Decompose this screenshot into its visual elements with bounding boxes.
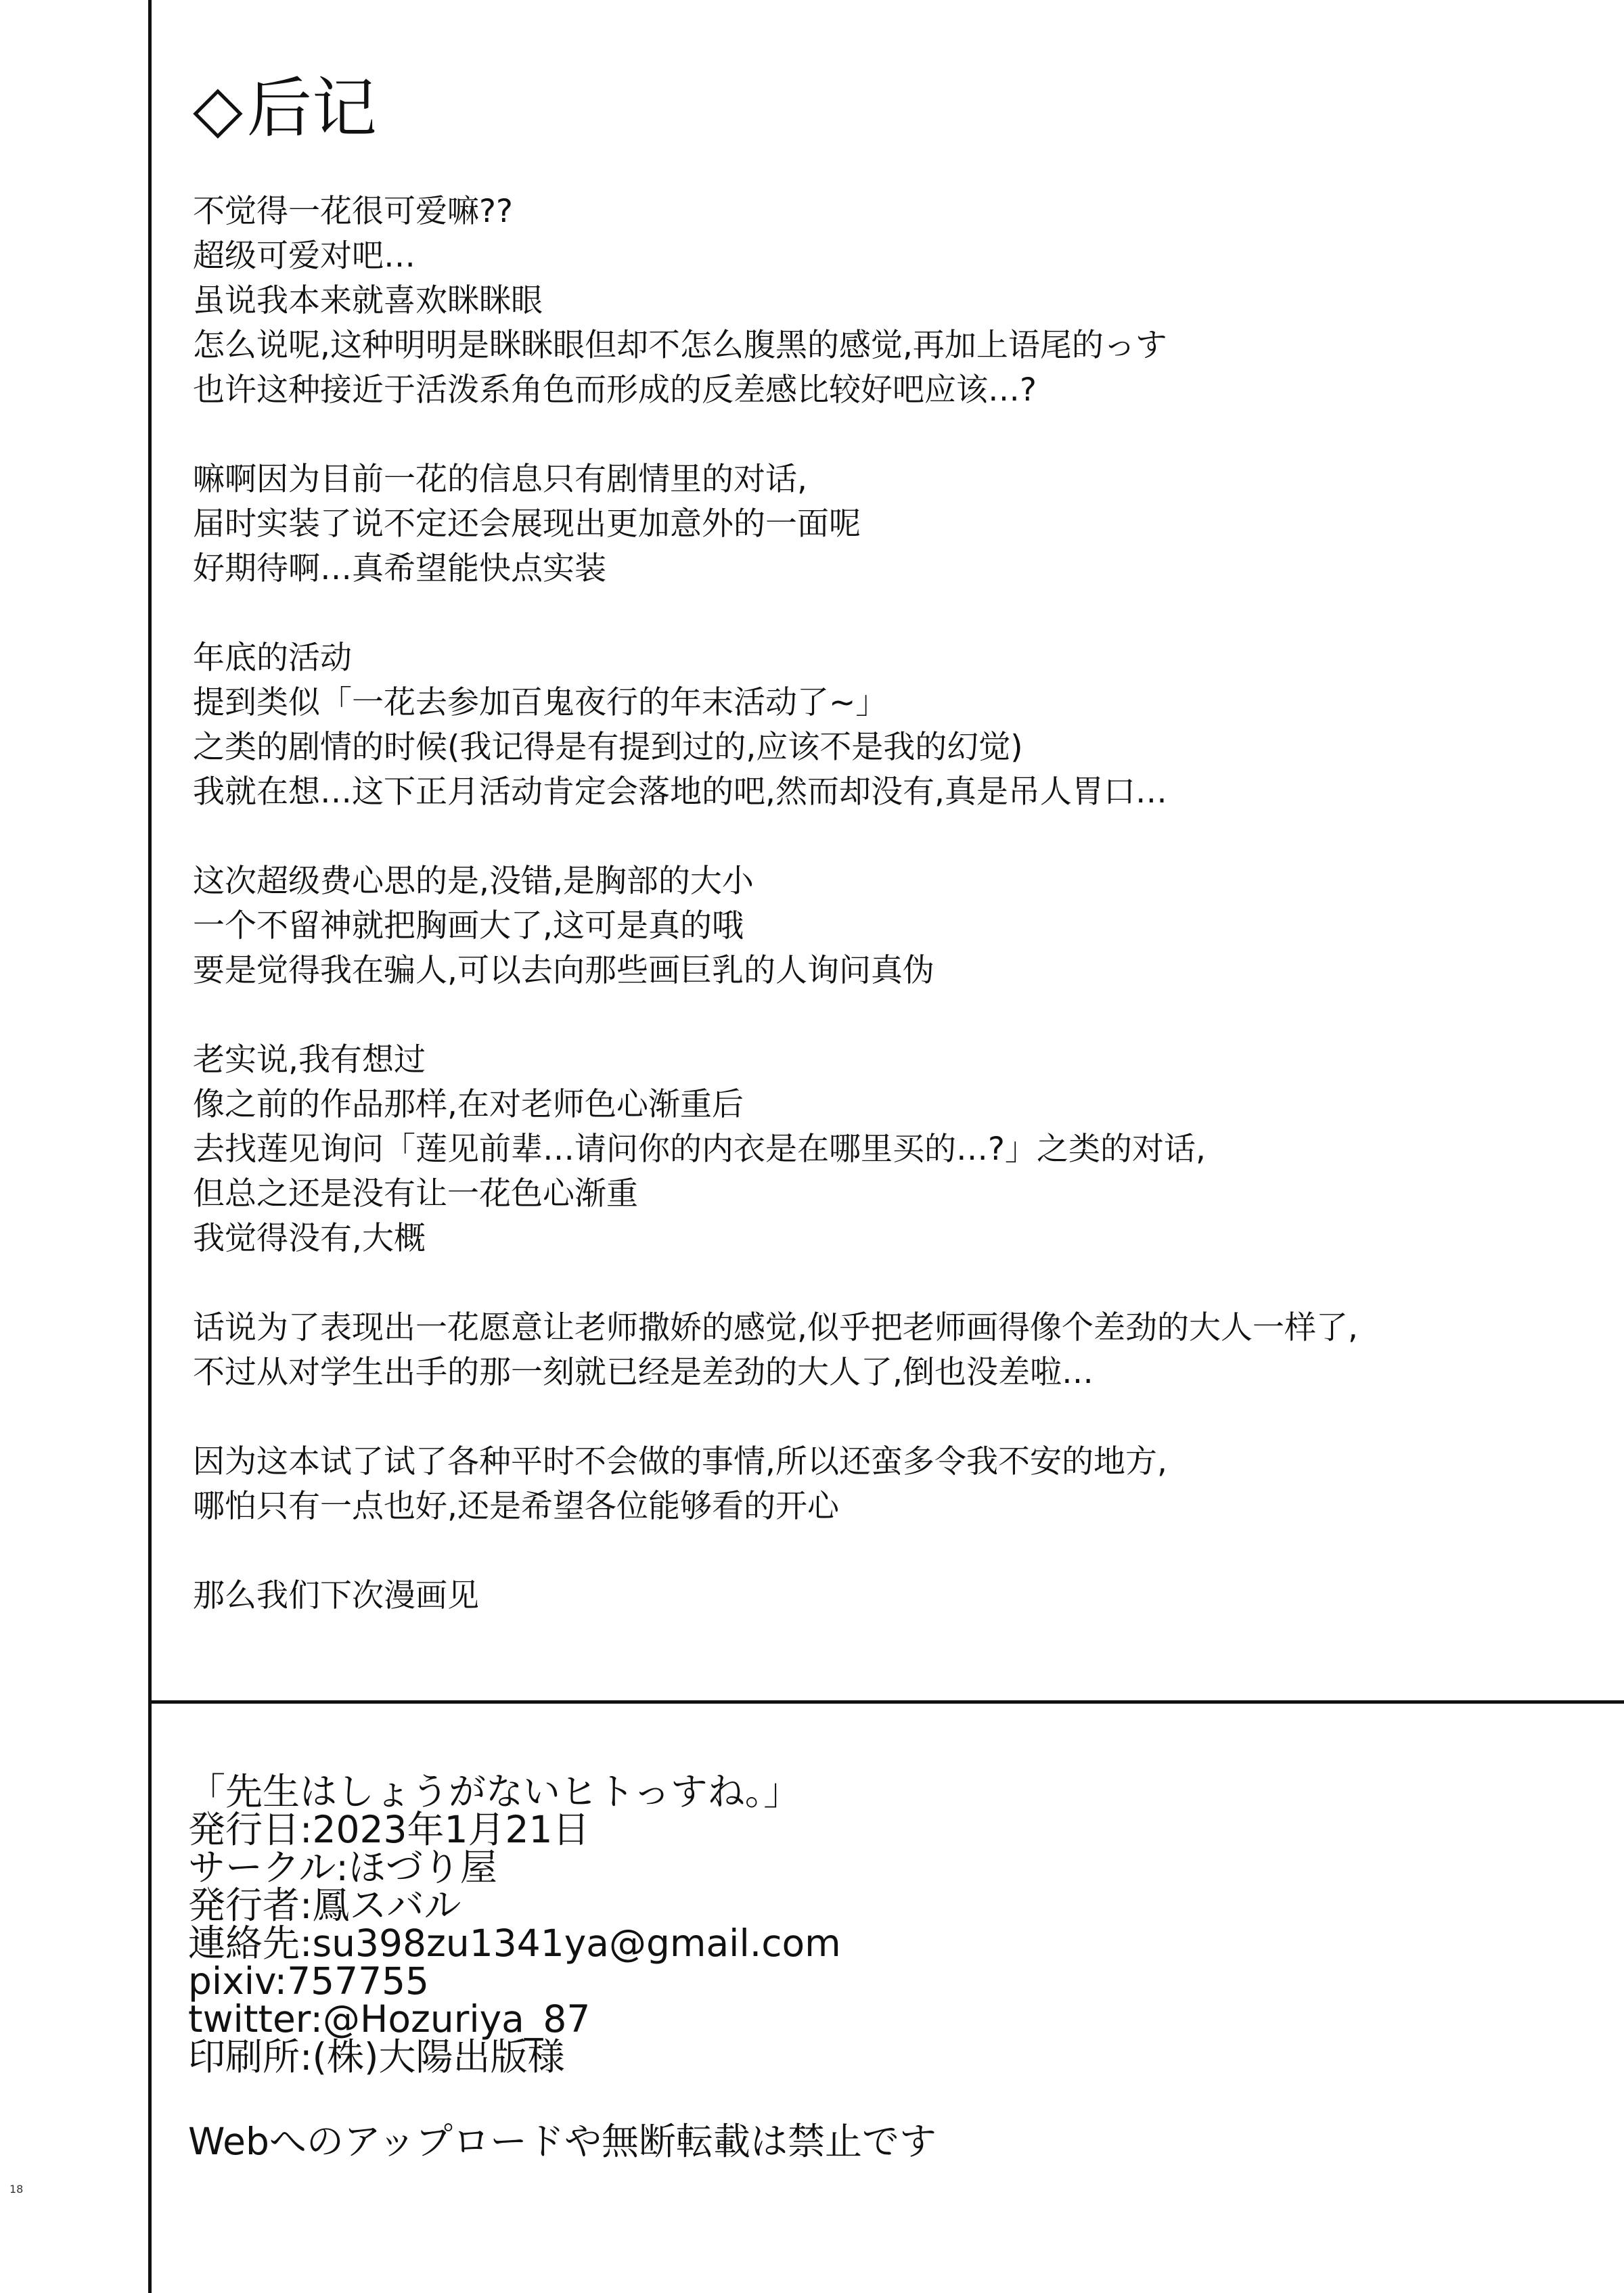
colophon-line: pixiv:757755 xyxy=(188,1959,430,2003)
colophon-line: 発行者:鳳スバル xyxy=(188,1884,461,1927)
diamond-icon: ◇ xyxy=(193,70,243,146)
afterword-title-text: 后记 xyxy=(246,70,377,146)
afterword-line: 我就在想…这下正月活动肯定会落地的吧,然而却没有,真是吊人胃口… xyxy=(193,773,1167,811)
afterword-line: 老实说,我有想过 xyxy=(193,1041,426,1079)
colophon-line: サークル:ほづり屋 xyxy=(188,1846,497,1889)
afterword-line: 虽说我本来就喜欢眯眯眼 xyxy=(193,282,543,319)
afterword-title xyxy=(193,68,1600,149)
afterword-line: 年底的活动 xyxy=(193,639,352,677)
afterword-line: 要是觉得我在骗人,可以去向那些画巨乳的人询问真伪 xyxy=(193,952,934,989)
afterword-paragraph xyxy=(193,457,1600,591)
colophon-line: 発行日:2023年1月21日 xyxy=(188,1808,590,1851)
no-repost-notice: Webへのアップロードや無断転載は禁止です xyxy=(188,2120,937,2163)
page-number: 18 xyxy=(9,2183,24,2196)
afterword-paragraph xyxy=(193,1440,1600,1529)
afterword-paragraph xyxy=(193,1038,1600,1261)
colophon-line: 「先生はしょうがないヒトっすね。」 xyxy=(188,1770,801,1813)
afterword-paragraph xyxy=(193,189,1600,413)
afterword-line: 像之前的作品那样,在对老师色心渐重后 xyxy=(193,1086,744,1123)
afterword-line: 怎么说呢,这种明明是眯眯眼但却不怎么腹黑的感觉,再加上语尾的っす xyxy=(193,327,1167,364)
afterword-section xyxy=(193,68,1600,1663)
afterword-line: 我觉得没有,大概 xyxy=(193,1220,426,1257)
afterword-line: 之类的剧情的时候(我记得是有提到过的,应该不是我的幻觉) xyxy=(193,729,1023,766)
afterword-line: 哪怕只有一点也好,还是希望各位能够看的开心 xyxy=(193,1488,839,1525)
afterword-line: 去找莲见询问「莲见前辈…请问你的内衣是在哪里买的…?」之类的对话, xyxy=(193,1131,1206,1168)
afterword-body xyxy=(193,189,1600,1618)
colophon-line: 連絡先:su398zu1341ya@gmail.com xyxy=(188,1922,841,1965)
afterword-line: 那么我们下次漫画见 xyxy=(193,1577,479,1614)
afterword-paragraph xyxy=(193,636,1600,815)
afterword-line: 好期待啊…真希望能快点实装 xyxy=(193,550,606,587)
afterword-line: 超级可爱对吧… xyxy=(193,237,415,275)
colophon-line: 印刷所:(株)大陽出版様 xyxy=(188,2035,565,2079)
afterword-line: 不觉得一花很可爱嘛?? xyxy=(193,193,513,230)
colophon-line: twitter:@Hozuriya_87 xyxy=(188,1997,591,2041)
afterword-paragraph xyxy=(193,1574,1600,1618)
colophon-lines xyxy=(188,1770,1541,2079)
afterword-line: 这次超级费心思的是,没错,是胸部的大小 xyxy=(193,863,754,900)
afterword-line: 嘛啊因为目前一花的信息只有剧情里的对话, xyxy=(193,461,807,498)
afterword-line: 提到类似「一花去参加百鬼夜行的年末活动了~」 xyxy=(193,684,888,721)
afterword-line: 届时实装了说不定还会展现出更加意外的一面呢 xyxy=(193,505,861,543)
colophon-divider xyxy=(148,1700,1624,1704)
left-border-rule xyxy=(148,0,152,2293)
afterword-line: 话说为了表现出一花愿意让老师撒娇的感觉,似乎把老师画得像个差劲的大人一样了, xyxy=(193,1309,1358,1346)
afterword-line: 因为这本试了试了各种平时不会做的事情,所以还蛮多令我不安的地方, xyxy=(193,1443,1167,1480)
afterword-line: 也许这种接近于活泼系角色而形成的反差感比较好吧应该…? xyxy=(193,371,1037,409)
afterword-paragraph xyxy=(193,1306,1600,1395)
colophon xyxy=(188,1770,1541,2079)
afterword-line: 但总之还是没有让一花色心渐重 xyxy=(193,1175,638,1212)
afterword-line: 一个不留神就把胸画大了,这可是真的哦 xyxy=(193,907,744,945)
afterword-line: 不过从对学生出手的那一刻就已经是差劲的大人了,倒也没差啦… xyxy=(193,1354,1093,1391)
afterword-paragraph xyxy=(193,859,1600,993)
